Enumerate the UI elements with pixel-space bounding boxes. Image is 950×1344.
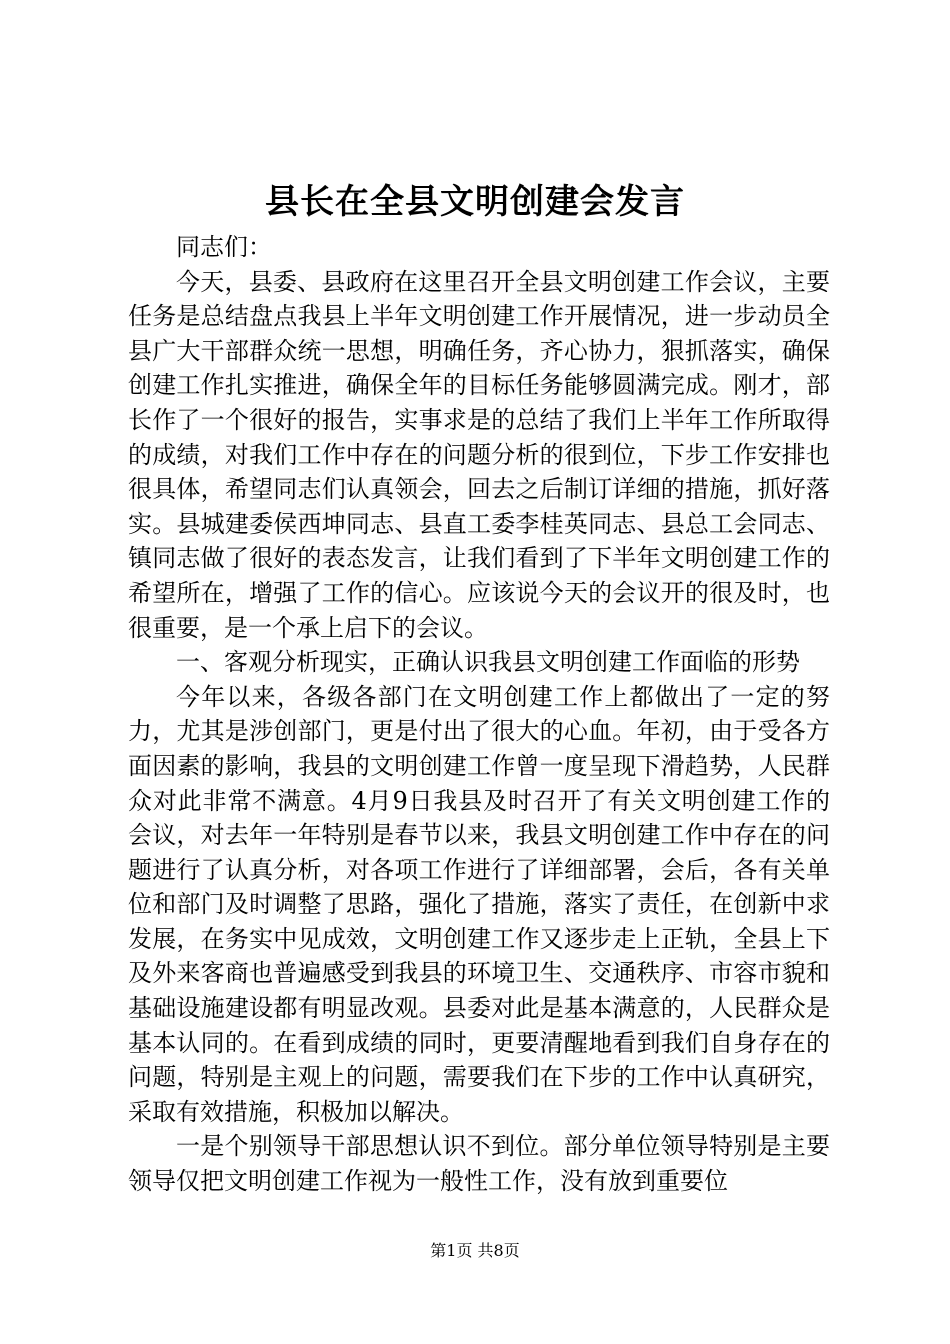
- document-title: 县长在全县文明创建会发言: [265, 182, 685, 222]
- opening-paragraph: 今天，县委、县政府在这里召开全县文明创建工作会议，主要任务是总结盘点我县上半年文明创建工作开展情况，进一步动员全县广大干部群众统一思想，明确任务，齐心协力，狠抓落实，确保创建工作扎实推进，确保全年的目标任务能够圆满完成。刚才，部长作了一个很好的报告，实事求是的总结了我们上半年工作所取得的成绩，对我们工作中存在的问题分析的很到位，下步工作安排也很具体，希望同志们认真领会，回去之后制订详细的措施，抓好落实。县城建委侯西坤同志、县直工委李桂英同志、县总工会同志、镇同志做了很好的表态发言，让我们看到了下半年文明创建工作的希望所在，增强了工作的信心。应该说今天的会议开的很及时，也很重要，是一个承上启下的会议。: [128, 267, 830, 642]
- document-body: [128, 230, 830, 1199]
- section-heading-1: 一、客观分析现实，正确认识我县文明创建工作面临的形势: [176, 648, 800, 677]
- situation-paragraph: 今年以来，各级各部门在文明创建工作上都做出了一定的努力，尤其是涉创部门，更是付出了很大的心血。年初，由于受各方面因素的影响，我县的文明创建工作曾一度呈现下滑趋势，人民群众对此非常不满意。4月9日我县及时召开了有关文明创建工作的会议，对去年一年特别是春节以来，我县文明创建工作中存在的问题进行了认真分析，对各项工作进行了详细部署，会后，各有关单位和部门及时调整了思路，强化了措施，落实了责任，在创新中求发展，在务实中见成效，文明创建工作又逐步走上正轨，全县上下及外来客商也普遍感受到我县的环境卫生、交通秩序、市容市貌和基础设施建设都有明显改观。县委对此是基本满意的，人民群众是基本认同的。在看到成绩的同时，更要清醒地看到我们自身存在的问题，特别是主观上的问题，需要我们在下步的工作中认真研究，采取有效措施，积极加以解决。: [128, 682, 830, 1126]
- page-number-footer: 第1页 共8页: [430, 1241, 520, 1260]
- salutation-paragraph: 同志们：: [176, 233, 272, 261]
- problem-one-paragraph: 一是个别领导干部思想认识不到位。部分单位领导特别是主要领导仅把文明创建工作视为一般性工作，没有放到重要位: [128, 1132, 830, 1196]
